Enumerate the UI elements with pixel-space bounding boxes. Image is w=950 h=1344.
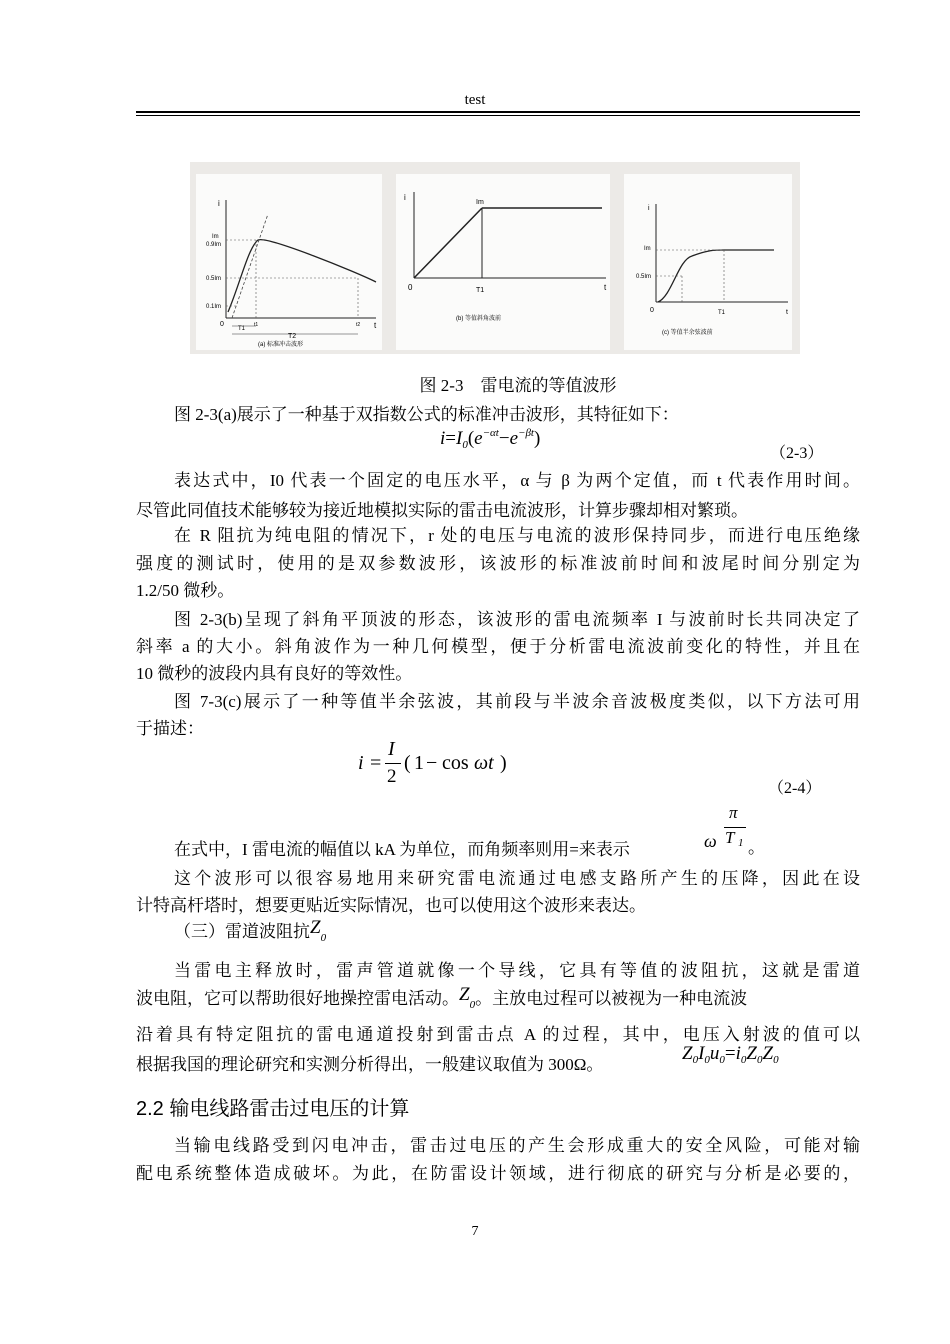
eq2-fraction-bar	[385, 763, 401, 764]
panel-a-x-axis: t	[374, 321, 377, 330]
panel-a-t1-tick: t1	[254, 322, 259, 328]
eq1-open-paren: (	[467, 428, 475, 449]
paragraph-8-Z: Z	[459, 984, 470, 1005]
panel-b-sublabel: (b) 等值斜角波前	[456, 316, 502, 322]
pi-symbol: π	[729, 803, 738, 822]
eq2-close-paren: )	[500, 752, 507, 774]
eq1-I-sub: 0	[462, 439, 468, 451]
panel-a-t2-tick: t2	[356, 322, 361, 328]
formula-i: i	[735, 1043, 741, 1064]
equation-2-3	[440, 427, 540, 451]
panel-a-tick-im: Im	[212, 234, 219, 240]
paragraph-3-line-2: 强度的测试时，使用的是双参数波形，该波形的标准波前时间和波尾时间分别定为	[136, 554, 860, 573]
eq2-cos: cos	[442, 752, 469, 774]
eq1-minus: −	[498, 428, 510, 449]
panel-a-tick-05: 0.5Im	[206, 276, 222, 282]
paragraph-2-line-2: 尽管此同值技术能够较为接近地模拟实际的雷击电流波形，计算步骤却相对繁琐。	[136, 501, 748, 520]
panel-b-origin: 0	[408, 283, 413, 292]
paragraph-5-line-2: 于描述：	[136, 719, 204, 738]
panel-b-x-axis: t	[604, 283, 607, 292]
eq2-open-paren: (	[404, 752, 411, 774]
paragraph-4-line-2: 斜率 a 的大小。斜角波作为一种几何模型，便于分析雷电流波前变化的特性，并且在	[136, 637, 860, 656]
omega-symbol: ω	[704, 831, 717, 851]
paragraph-4-line-1: 图 2-3(b)呈现了斜角平顶波的形态，该波形的雷电流频率 I 与波前时长共同决定了	[174, 610, 860, 629]
paragraph-8-line-4-text: 根据我国的理论研究和实测分析得出，一般建议取值为 300Ω。	[136, 1055, 604, 1074]
panel-c-t1-label: T1	[718, 310, 726, 316]
panel-b-chart	[396, 174, 610, 350]
eq1-e1: e	[474, 428, 483, 449]
subheading-Z: Z	[310, 917, 321, 938]
eq1-I: I	[456, 428, 463, 449]
panel-b-y-axis: i	[404, 193, 406, 202]
section-heading-2-2: 2.2 输电线路雷击过电压的计算	[136, 1098, 410, 1120]
panel-c-chart	[624, 174, 792, 350]
panel-c-half: 0.5Im	[636, 274, 652, 280]
panel-a-chart	[196, 174, 382, 350]
panel-a-t2-label: T2	[288, 333, 297, 340]
formula-u-sub: 0	[719, 1054, 725, 1066]
header-rule-thin	[136, 115, 860, 116]
panel-a-tick-09: 0.9Im	[206, 242, 222, 248]
formula-I: I	[698, 1043, 705, 1064]
formula-equals: =	[724, 1043, 736, 1064]
paragraph-8-formula	[682, 1043, 779, 1066]
eq1-e2: e	[509, 428, 519, 449]
paragraph-9-line-1: 当输电线路受到闪电冲击，雷击过电压的产生会形成重大的安全风险，可能对输	[174, 1136, 860, 1155]
page-header-title: test	[464, 92, 486, 108]
eq2-equals: =	[370, 752, 382, 774]
formula-Z2: Z	[746, 1043, 757, 1064]
paragraph-4-line-3: 10 微秒的波段内具有良好的等效性。	[136, 664, 413, 683]
eq1-equals: =	[445, 428, 456, 449]
panel-c-origin: 0	[650, 307, 654, 314]
formula-u: u	[709, 1043, 720, 1064]
panel-a-sublabel: (a) 标准冲击波形	[258, 342, 304, 348]
panel-c-y-axis: i	[648, 205, 650, 212]
panel-a-y-axis: i	[218, 199, 220, 208]
eq1-exp1: −αt	[482, 427, 499, 439]
panel-b-t1-label: T1	[476, 287, 485, 294]
paragraph-8-line-2b: 。主放电过程可以被视为一种电流波	[475, 989, 748, 1008]
panel-c-sublabel: (c) 等值半余弦波前	[662, 330, 713, 336]
panel-c-x-axis: t	[786, 309, 788, 316]
formula-Z2-sub: 0	[756, 1054, 763, 1066]
eq2-one: 1	[414, 752, 424, 774]
paragraph-8-Z-sub: 0	[469, 999, 476, 1011]
paragraph-8-line-3: 沿着具有特定阻抗的雷电通道投射到雷击点 A 的过程，其中，电压入射波的值可以	[136, 1025, 860, 1044]
paragraph-8-line-1: 当雷电主释放时，雷声管道就像一个导线，它具有等值的波阻抗，这就是雷道	[174, 961, 860, 980]
paragraph-9-line-2: 配电系统整体造成破坏。为此，在防雷设计领域，进行彻底的研究与分析是必要的，	[136, 1164, 860, 1183]
subheading-Z-sub: 0	[320, 932, 327, 944]
eq1-exp2: −βt	[518, 427, 534, 439]
paragraph-6-text: 在式中，I 雷电流的幅值以 kA 为单位，而角频率则用=来表示	[174, 840, 630, 859]
equation-2-3-number: （2-3）	[770, 445, 824, 462]
subheading-text: （三）雷道波阻抗	[174, 922, 310, 941]
formula-Z3: Z	[762, 1043, 774, 1064]
T-sub: 1	[738, 837, 744, 849]
eq1-close-paren: )	[533, 428, 541, 449]
formula-Z: Z	[682, 1043, 693, 1064]
equation-2-4-number: （2-4）	[768, 780, 822, 797]
panel-c-half-cosine-front	[624, 174, 792, 350]
formula-Z3-sub: 0	[773, 1054, 779, 1066]
paragraph-2-line-1: 表达式中，I0 代表一个固定的电压水平，α 与 β 为两个定值，而 t 代表作用时间。	[174, 471, 860, 490]
eq2-numerator: I	[388, 738, 395, 760]
paragraph-6-end: 。	[748, 838, 765, 857]
paragraph-8-line-2	[136, 984, 860, 1011]
formula-I-sub: 0	[704, 1054, 710, 1066]
panel-a-standard-impulse	[196, 174, 382, 350]
formula-i-sub: 0	[740, 1054, 747, 1066]
T-symbol: T	[725, 828, 735, 847]
panel-c-peak: Im	[644, 246, 651, 252]
panel-a-t1-label: T1	[238, 326, 246, 332]
eq2-lhs: i	[358, 752, 364, 774]
paragraph-1: 图 2-3(a)展示了一种基于双指数公式的标准冲击波形，其特征如下：	[174, 405, 679, 424]
panel-b-peak: Im	[476, 199, 484, 206]
panel-a-tick-01: 0.1Im	[206, 304, 222, 310]
paragraph-7-line-1: 这个波形可以很容易地用来研究雷电流通过电感支路所产生的压降，因此在设	[174, 869, 860, 888]
omega-fraction	[704, 803, 765, 857]
paragraph-8-line-2a: 波电阻，它可以帮助很好地操控雷电活动。	[136, 989, 459, 1008]
formula-Z-sub: 0	[692, 1054, 699, 1066]
header-rule-thick	[136, 111, 860, 113]
panel-a-origin: 0	[220, 321, 224, 328]
paragraph-7-line-2: 计特高杆塔时，想要更贴近实际情况，也可以使用这个波形来表达。	[136, 896, 646, 915]
page-number: 7	[471, 1224, 479, 1239]
eq1-lhs: i	[440, 428, 446, 449]
figure-caption: 图 2-3 雷电流的等值波形	[419, 376, 617, 395]
paragraph-3-line-3: 1.2/50 微秒。	[136, 581, 235, 600]
paragraph-3-line-1: 在 R 阻抗为纯电阻的情况下，r 处的电压与电流的波形保持同步，而进行电压绝缘	[174, 526, 860, 545]
eq2-minus: −	[426, 752, 438, 774]
figure-2-3	[190, 162, 800, 354]
eq2-omega-t: ωt	[474, 752, 494, 774]
eq2-denominator: 2	[387, 766, 397, 787]
subheading-lightning-channel-impedance	[174, 917, 326, 944]
panel-b-ramp-front	[396, 174, 610, 350]
paragraph-5-line-1: 图 7-3(c)展示了一种等值半余弦波，其前段与半波余音波极度类似，以下方法可用	[174, 692, 860, 711]
